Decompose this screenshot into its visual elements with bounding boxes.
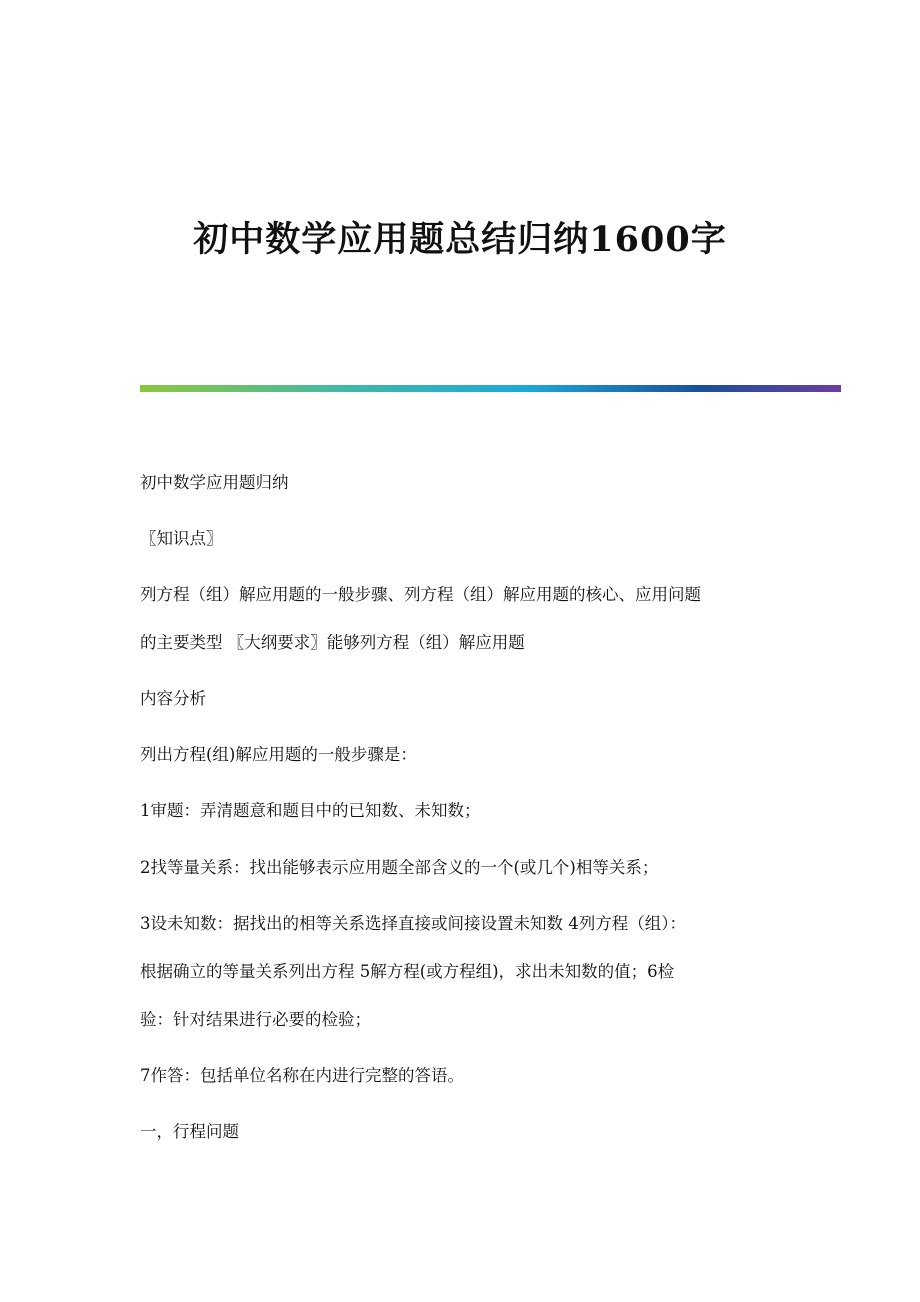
step-item: 根据确立的等量关系列出方程 5解方程(或方程组)，求出未知数的值；6检 bbox=[140, 962, 675, 981]
step-item: 验：针对结果进行必要的检验； bbox=[140, 1010, 371, 1029]
paragraph-line: 列出方程(组)解应用题的一般步骤是： bbox=[140, 745, 417, 764]
step-item: 1审题：弄清题意和题目中的已知数、未知数； bbox=[140, 801, 481, 820]
paragraph-heading: 初中数学应用题归纳 bbox=[140, 473, 289, 492]
step-item: 7作答：包括单位名称在内进行完整的答语。 bbox=[140, 1066, 464, 1085]
paragraph-content-analysis: 内容分析 bbox=[140, 689, 206, 708]
section-heading: 一，行程问题 bbox=[140, 1122, 239, 1141]
paragraph-knowledge-points: 〖知识点〗 bbox=[140, 529, 223, 548]
title-divider bbox=[140, 385, 841, 392]
paragraph-line: 列方程（组）解应用题的一般步骤、列方程（组）解应用题的核心、应用问题 bbox=[140, 585, 701, 604]
page-title: 初中数学应用题总结归纳1600字 bbox=[193, 219, 727, 260]
paragraph-line: 的主要类型 〖大纲要求〗能够列方程（组）解应用题 bbox=[140, 633, 525, 652]
step-item: 2找等量关系：找出能够表示应用题全部含义的一个(或几个)相等关系； bbox=[140, 858, 659, 877]
step-item: 3设未知数：据找出的相等关系选择直接或间接设置未知数 4列方程（组）： bbox=[140, 914, 686, 933]
